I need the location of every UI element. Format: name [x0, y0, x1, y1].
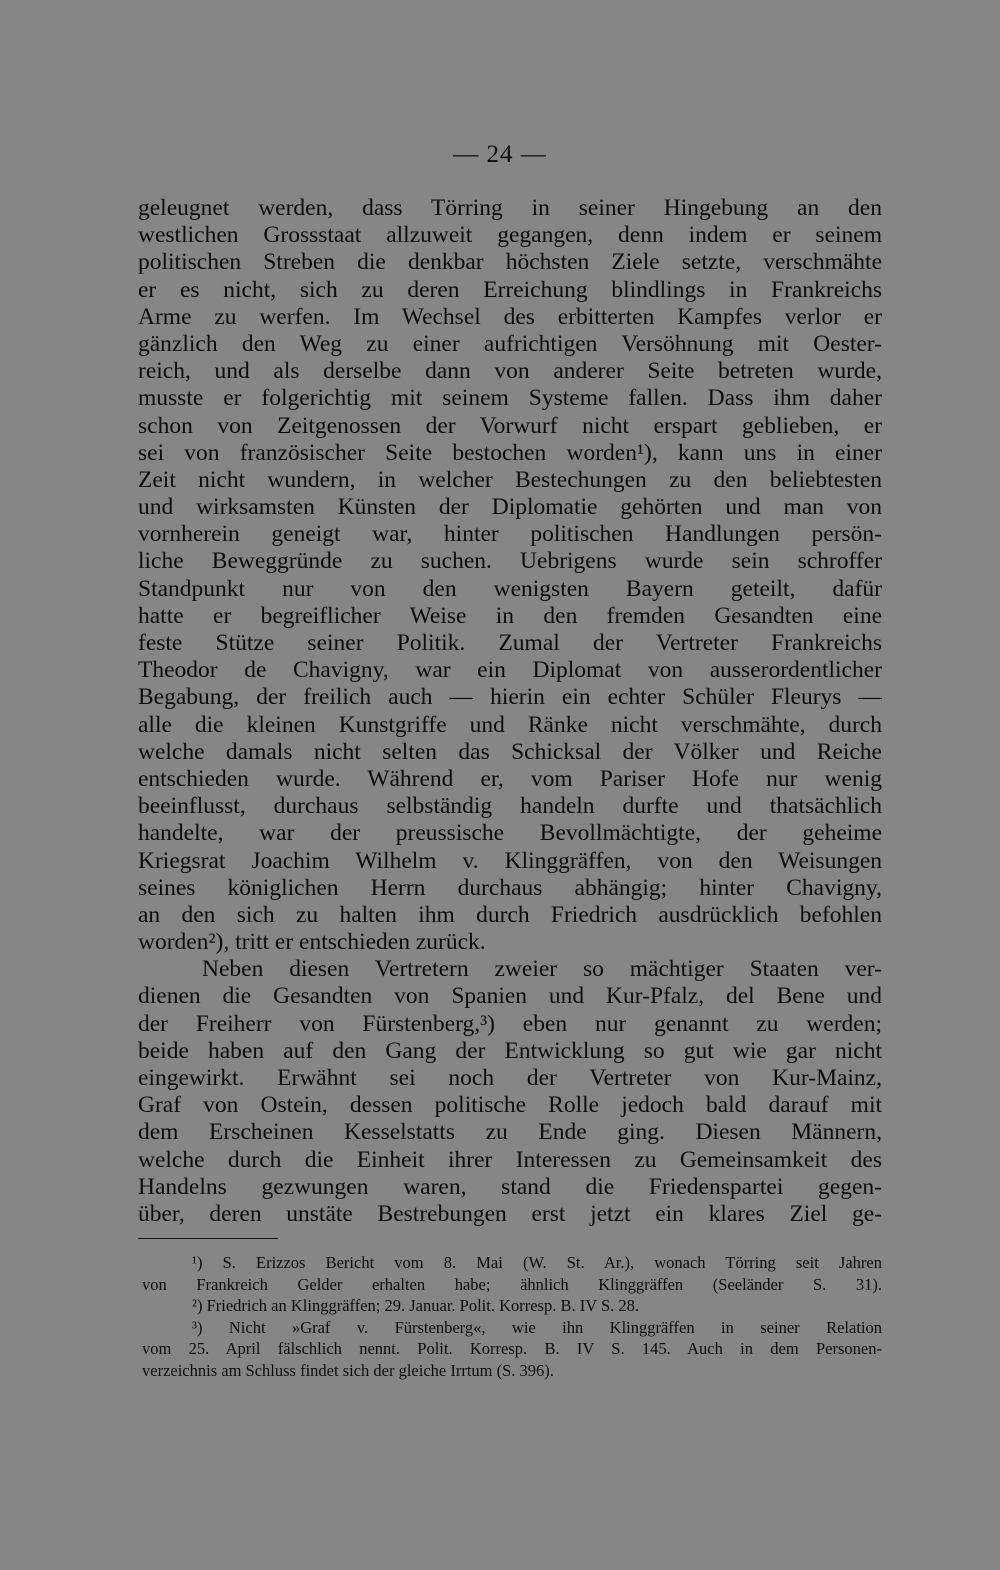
footnote-line: ¹) S. Erizzos Bericht vom 8. Mai (W. St. Ar.), wonach Törring seit Jahren — [192, 1253, 882, 1272]
text-line: worden²), tritt er entschieden zurück. — [138, 929, 486, 956]
text-line: er es nicht, sich zu deren Erreichung blindlings in Frankreichs — [138, 276, 882, 303]
text-line: an den sich zu halten ihm durch Friedrich ausdrücklich befohlen — [138, 901, 882, 928]
text-line: dienen die Gesandten von Spanien und Kur-Pfalz, del Bene und — [138, 983, 882, 1010]
text-line: und wirksamsten Künsten der Diplomatie gehörten und man von — [138, 494, 882, 521]
text-line: Zeit nicht wundern, in welcher Bestechungen zu den beliebtesten — [138, 466, 882, 493]
text-line: über, deren unstäte Bestrebungen erst jetzt ein klares Ziel ge- — [138, 1200, 882, 1227]
text-line: politischen Streben die denkbar höchsten Ziele setzte, verschmähte — [138, 249, 882, 276]
text-line: geleugnet werden, dass Törring in seiner Hingebung an den — [138, 195, 882, 221]
footnote-line: ²) Friedrich an Klinggräffen; 29. Januar. Polit. Korresp. B. IV S. 28. — [192, 1296, 640, 1315]
footnote-line: vom 25. April fälschlich nennt. Polit. Korresp. B. IV S. 145. Auch in dem Personen- — [142, 1339, 882, 1358]
text-line: Arme zu werfen. Im Wechsel des erbitterten Kampfes verlor er — [138, 303, 882, 330]
text-line: seines königlichen Herrn durchaus abhängig; hinter Chavigny, — [138, 874, 882, 901]
footnote-line: von Frankreich Gelder erhalten habe; ähnlich Klinggräffen (Seeländer S. 31). — [142, 1274, 882, 1294]
text-line: Standpunkt nur von den wenigsten Bayern geteilt, dafür — [138, 575, 882, 602]
text-line: westlichen Grossstaat allzuweit gegangen, denn indem er seinem — [138, 222, 882, 249]
page-number: — 24 — — [453, 141, 547, 168]
footnote-line: ³) Nicht »Graf v. Fürstenberg«, wie ihn Klinggräffen in seiner Relation — [192, 1317, 882, 1337]
text-line: alle die kleinen Kunstgriffe und Ränke nicht verschmähte, durch — [138, 711, 882, 738]
text-line: musste er folgerichtig mit seinem Systeme fallen. Dass ihm daher — [138, 385, 882, 412]
text-line: Handelns gezwungen waren, stand die Friedenspartei gegen- — [138, 1173, 882, 1200]
text-line: vornherein geneigt war, hinter politischen Handlungen persön- — [138, 521, 882, 548]
text-line: schon von Zeitgenossen der Vorwurf nicht erspart geblieben, er — [138, 412, 882, 439]
text-line: gänzlich den Weg zu einer aufrichtigen Versöhnung mit Oester- — [138, 330, 882, 357]
text-line: liche Beweggründe zu suchen. Uebrigens wurde sein schroffer — [138, 548, 882, 575]
text-line: entschieden wurde. Während er, vom Pariser Hofe nur wenig — [138, 765, 882, 792]
text-line: handelte, war der preussische Bevollmächtigte, der geheime — [138, 820, 882, 847]
body-text — [138, 195, 882, 1228]
text-line: Begabung, der freilich auch — hierin ein echter Schüler Fleurys — — [138, 684, 882, 711]
text-line: der Freiherr von Fürstenberg,³) eben nur genannt zu werden; — [138, 1010, 882, 1037]
text-line: beide haben auf den Gang der Entwicklung so gut wie gar nicht — [138, 1037, 882, 1064]
text-line: Theodor de Chavigny, war ein Diplomat von ausserordentlicher — [138, 657, 882, 684]
text-line: Graf von Ostein, dessen politische Rolle jedoch bald darauf mit — [138, 1092, 882, 1119]
text-line: Kriegsrat Joachim Wilhelm v. Klinggräffen, von den Weisungen — [138, 847, 882, 874]
text-line: feste Stütze seiner Politik. Zumal der Vertreter Frankreichs — [138, 630, 882, 656]
footnotes — [142, 1252, 882, 1381]
footnote-divider — [138, 1238, 278, 1239]
text-line: eingewirkt. Erwähnt sei noch der Vertreter von Kur-Mainz, — [138, 1065, 882, 1091]
text-line: reich, und als derselbe dann von anderer Seite betreten wurde, — [138, 358, 882, 385]
text-line: sei von französischer Seite bestochen worden¹), kann uns in einer — [138, 439, 882, 466]
text-line: welche durch die Einheit ihrer Interessen zu Gemeinsamkeit des — [138, 1146, 882, 1173]
text-line: hatte er begreiflicher Weise in den fremden Gesandten eine — [138, 602, 882, 629]
text-line: dem Erscheinen Kesselstatts zu Ende ging. Diesen Männern, — [138, 1119, 882, 1146]
text-line: beeinflusst, durchaus selbständig handeln durfte und thatsächlich — [138, 793, 882, 820]
footnote-line: verzeichnis am Schluss findet sich der gleiche Irrtum (S. 396). — [142, 1360, 554, 1380]
text-line: welche damals nicht selten das Schicksal der Völker und Reiche — [138, 738, 882, 765]
text-line: Neben diesen Vertretern zweier so mächtiger Staaten ver- — [202, 956, 882, 983]
